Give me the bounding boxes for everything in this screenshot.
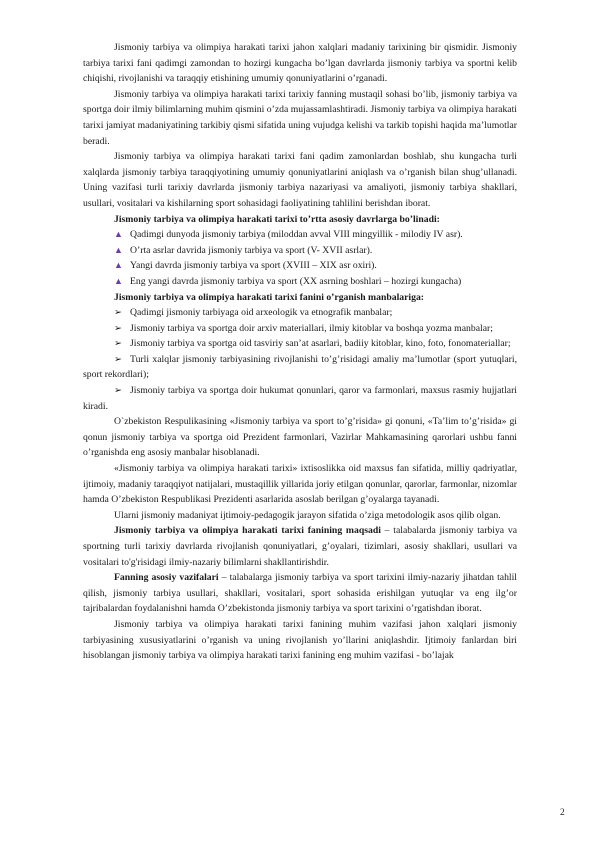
bold-term: Jismoniy tarbiya va olimpiya harakati tarixi fanining maqsadi xyxy=(114,525,381,537)
document-body xyxy=(83,40,517,664)
paragraph: Jismoniy tarbiya va olimpiya harakati tarixi fanining maqsadi – talabalarda jismoniy tarbiya va sportning turli tarixiy davrlarda rivojlanish qonuniyatlari, g’oyalari, tizimlari, asosiy shakllari, usullari va vositalari to'g'risidagi ilmiy-nazariy bilimlarni shakllantirishdir. xyxy=(83,525,517,568)
list-item: ▲ Yangi davrda jismoniy tarbiya va sport (XVIII – XIX asr oxiri). xyxy=(83,258,517,274)
paragraph: Jismoniy tarbiya va olimpiya harakati tarixi tarixiy fanning mustaqil sohasi bo’lib, jismoniy tarbiya va sportga doir ilmiy bilimlarning muhim qismini o’zda mujassamlashtiradi. Jismoniy tarbiya va olimpiya harakati tarixi jamiyat madaniyatining tarkibiy qismi sifatida uning vujudga kelishi va tarkib topishi haqida ma’lumotlar beradi. xyxy=(83,88,517,147)
paragraph: «Jismoniy tarbiya va olimpiya harakati tarixi» ixtisoslikka oid maxsus fan sifatida, milliy qadriyatlar, ijtimoiy, madaniy taraqqiyot natijalari, mustaqillik yillarida joriy etilgan qonunlar, qarorlar, farmonlar, nizomlar hamda O’zbekiston Respublikasi Prezidenti asarlarida asoslab berilgan g’oyalarga tayanadi. xyxy=(83,463,517,506)
paragraph: Ularni jismoniy madaniyat ijtimoiy-pedagogik jarayon sifatida o’ziga metodologik asos qilib olgan. xyxy=(114,509,501,521)
list-item: ▲ O’rta asrlar davrida jismoniy tarbiya va sport (V- XVII asrlar). xyxy=(83,243,517,259)
arrow-bullet-icon: ➢ xyxy=(114,353,123,365)
arrow-bullet-icon: ➢ xyxy=(114,338,123,350)
triangle-bullet-icon: ▲ xyxy=(114,229,123,240)
periods-list xyxy=(83,227,517,289)
list-item: ▲ Eng yangi davrda jismoniy tarbiya va sport (XX asrning boshlari – hozirgi kungacha) xyxy=(83,274,517,290)
list-item: ▲ Qadimgi dunyoda jismoniy tarbiya (miloddan avval VIII mingyillik - milodiy IV asr). xyxy=(83,227,517,243)
list-item: ➢ Jismoniy tarbiya va sportga doir hukumat qonunlari, qaror va farmonlari, maxsus rasmiy hujjatlari kiradi. xyxy=(83,385,517,412)
paragraph: Fanning asosiy vazifalari – talabalarga jismoniy tarbiya va sport tarixini ilmiy-nazariy jihatdan tahlil qilish, jismoniy tarbiya usullari, shakllari, vositalari, sport sohasida erishilgan yutuqlar va eng ilg’or tajribalardan foydalanishni hamda O’zbekistonda jismoniy tarbiya va sport tarixini o’rgatishdan iborat. xyxy=(83,572,517,615)
paragraph: O`zbekiston Respulikasining «Jismoniy tarbiya va sport to’g’risida» gi qonuni, «Ta’lim to’g’risida» gi qonun jismoniy tarbiya va sportga oid Prezident farmonlari, Vazirlar Mahkamasining qarorlari ushbu fanni o’rganishda eng asosiy manbalar hisoblanadi. xyxy=(83,416,517,459)
bold-term: Fanning asosiy vazifalari xyxy=(114,572,219,584)
list-item: ➢ Jismoniy tarbiya va sportga oid tasviriy san’at asarlari, badiiy kitoblar, kino, foto, fonomateriallar; xyxy=(83,336,517,352)
section-heading: Jismoniy tarbiya va olimpiya harakati tarixi fanini o’rganish manbalariga: xyxy=(114,291,425,303)
list-item: ➢ Turli xalqlar jismoniy tarbiyasining rivojlanishi to’g’risidagi amaliy ma’lumotlar (sport yutuqlari, sport rekordlari); xyxy=(83,353,517,381)
paragraph: Jismoniy tarbiya va olimpiya harakati tarixi fanining muhim vazifasi jahon xalqlari jismoniy tarbiyasining xususiyatlarini o’rganish va uning rivojlanish yo’llarini aniqlashdir. Ijtimoiy fanlardan biri hisoblangan jismoniy tarbiya va olimpiya harakati tarixi fanining eng muhim vazifasi - bo’lajak xyxy=(83,618,517,662)
triangle-bullet-icon: ▲ xyxy=(114,275,123,286)
triangle-bullet-icon: ▲ xyxy=(114,260,123,271)
list-item: ➢ Qadimgi jismoniy tarbiyaga oid arxeologik va etnografik manbalar; xyxy=(83,305,517,321)
paragraph: Jismoniy tarbiya va olimpiya harakati tarixi jahon xalqlari madaniy tarixining bir qismidir. Jismoniy tarbiya tarixi fani qadimgi zamondan to hozirgi kungacha bo’lgan davrlarda jismoniy tarbiya va sportni kelib chiqishi, rivojlanishi va taraqqiy etishining umumiy qonuniyatlarini o’rganadi. xyxy=(83,42,517,85)
list-item: ➢ Jismoniy tarbiya va sportga doir arxiv materiallari, ilmiy kitoblar va boshqa yozma manbalar; xyxy=(83,321,517,337)
paragraph: Jismoniy tarbiya va olimpiya harakati tarixi fani qadim zamonlardan boshlab, shu kungacha turli xalqlarda jismoniy tarbiya taraqqiyotining umumiy qonuniyatlarini aniqlash va o’rganish bilan shug’ullanadi. Uning vazifasi turli tarixiy davrlarda jismoniy tarbiya nazariyasi va amaliyoti, jismoniy tarbiya shakllari, usullari, vositalari va kishilarning sport sohasidagi faoliyatining tahlilini berishdan iborat. xyxy=(83,151,517,209)
page-number: 2 xyxy=(560,808,565,818)
triangle-bullet-icon: ▲ xyxy=(114,244,123,255)
arrow-bullet-icon: ➢ xyxy=(114,385,123,397)
sources-list xyxy=(83,305,517,414)
arrow-bullet-icon: ➢ xyxy=(114,322,123,334)
arrow-bullet-icon: ➢ xyxy=(114,307,123,319)
section-heading: Jismoniy tarbiya va olimpiya harakati tarixi to’rtta asosiy davrlarga bo’linadi: xyxy=(114,213,440,225)
